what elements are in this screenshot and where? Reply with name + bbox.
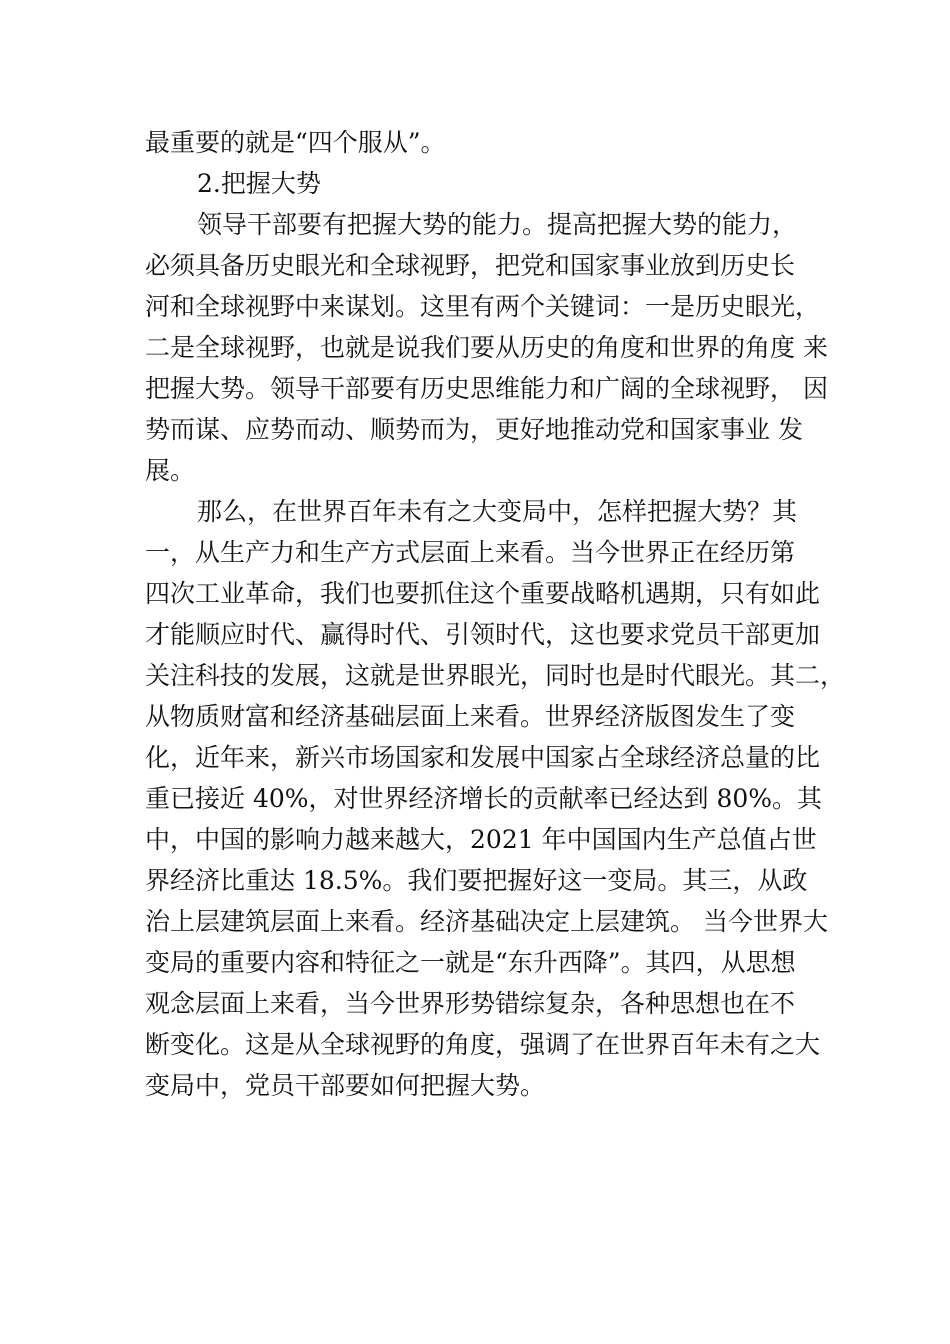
text-line: 界经济比重达 18.5%。我们要把握好这一变局。其三，从政 <box>145 866 808 895</box>
text-line: 治上层建筑层面上来看。经济基础决定上层建筑。 当今世界大 <box>145 907 828 936</box>
text-line: 势而谋、应势而动、顺势而为，更好地推动党和国家事业 发 <box>145 415 803 444</box>
text-line: 从物质财富和经济基础层面上来看。世界经济版图发生了变 <box>145 702 796 731</box>
text-line: 那么，在世界百年未有之大变局中，怎样把握大势？其 <box>197 497 798 526</box>
text-line: 二是全球视野，也就是说我们要从历史的角度和世界的角度 来 <box>145 333 828 362</box>
text-line: 重已接近 40%，对世界经济增长的贡献率已经达到 80%。其 <box>145 784 823 813</box>
text-line: 四次工业革命，我们也要抓住这个重要战略机遇期，只有如此 <box>145 579 821 608</box>
text-line: 变局中，党员干部要如何把握大势。 <box>145 1071 546 1100</box>
text-line: 变局的重要内容和特征之一就是“东升西降”。其四，从思想 <box>145 948 796 977</box>
text-line: 断变化。这是从全球视野的角度，强调了在世界百年未有之大 <box>145 1030 821 1059</box>
text-line: 展。 <box>145 456 196 485</box>
section-heading: 2.把握大势 <box>197 169 321 198</box>
text-line: 领导干部要有把握大势的能力。提高把握大势的能力， <box>197 210 798 239</box>
text-line: 才能顺应时代、赢得时代、引领时代，这也要求党员干部更加 <box>145 620 821 649</box>
text-line: 最重要的就是“四个服从”。 <box>145 128 446 157</box>
text-line: 把握大势。领导干部要有历史思维能力和广阔的全球视野， 因 <box>145 374 828 403</box>
text-line: 关注科技的发展，这就是世界眼光，同时也是时代眼光。其二， <box>145 661 846 690</box>
text-line: 中，中国的影响力越来越大，2021 年中国国内生产总值占世 <box>145 825 817 854</box>
text-line: 河和全球视野中来谋划。这里有两个关键词：一是历史眼光， <box>145 292 821 321</box>
text-line: 观念层面上来看，当今世界形势错综复杂，各种思想也在不 <box>145 989 796 1018</box>
text-line: 一，从生产力和生产方式层面上来看。当今世界正在经历第 <box>145 538 796 567</box>
text-line: 化，近年来，新兴市场国家和发展中国家占全球经济总量的比 <box>145 743 821 772</box>
text-line: 必须具备历史眼光和全球视野，把党和国家事业放到历史长 <box>145 251 796 280</box>
